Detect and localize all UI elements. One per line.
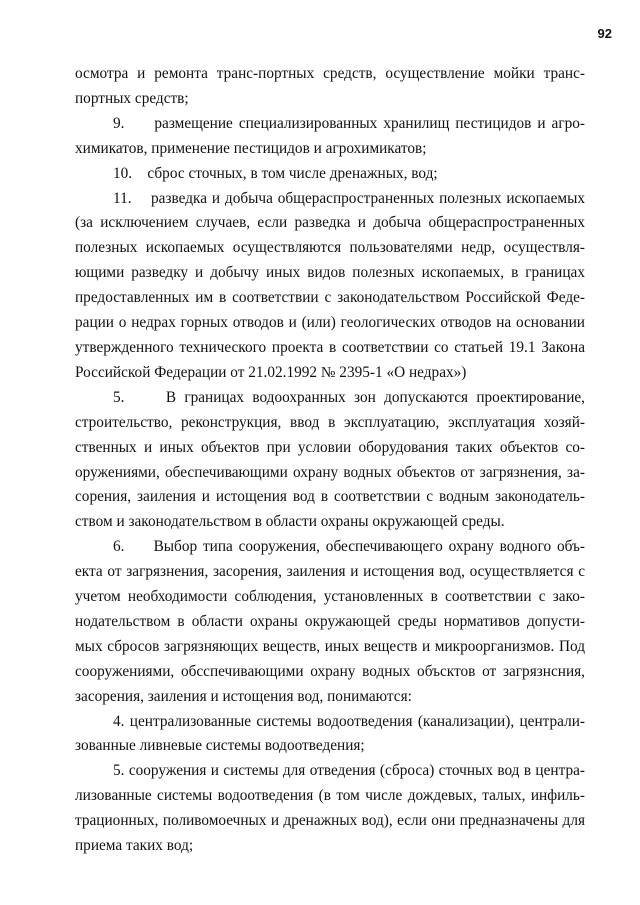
paragraph-clause-6: 6. Выбор типа сооружения, обеспечивающего охрану водного объ-екта от загрязнения, засорения, заиления и истощения вод, осуществляется с учетом необходимости соблюдения, установленных в соответствии с зако-нодательством в области охраны окружающей среды нормативов допусти-мых сбросов загрязняющих веществ, иных веществ и микроорганизмов. Под сооружениями, обсспечивающими охрану водных объсктов от загрязнсния, засорения, заиления и истощения вод, понимаются:	[75, 538, 585, 705]
paragraph-subitem-4: 4. централизованные системы водоотведения (канализации), централи-зованные ливневые системы водоотведения;	[75, 712, 585, 755]
paragraph-item-9: 9. размещение специализированных хранилищ пестицидов и агро-химикатов, применение пестицидов и агрохимикатов;	[75, 114, 585, 157]
paragraph-item-10: 10. сброс сточных, в том числе дренажных, вод;	[113, 164, 438, 182]
paragraph-continuation: осмотра и ремонта транс-портных средств, осуществление мойки транс-портных средств;	[75, 65, 585, 107]
paragraph-subitem-5: 5. сооружения и системы для отведения (сброса) сточных вод в центра-лизованные системы водоотведения (в том числе дождевых, талых, инфиль-трационных, поливомоечных и дренажных вод), если они предназначены для приема таких вод;	[75, 762, 585, 855]
document-body	[75, 62, 585, 859]
page-number: 92	[597, 26, 612, 41]
paragraph-item-11: 11. разведка и добыча общераспространенных полезных ископаемых (за исключением случаев, если разведка и добыча общераспространенных полезных ископаемых осуществляются пользователями недр, осуществля-ющими разведку и добычу иных видов полезных ископаемых, в границах предоставленных им в соответствии с законодательством Российской Феде-рации о недрах горных отводов и (или) геологических отводов на основании утвержденного технического проекта в соответствии со статьей 19.1 Закона Российской Федерации от 21.02.1992 № 2395-1 «О недрах»)	[75, 189, 585, 381]
paragraph-clause-5: 5. В границах водоохранных зон допускаются проектирование, строительство, реконструкция, ввод в эксплуатацию, эксплуатация хозяй-ственных и иных объектов при условии оборудования таких объектов со-оружениями, обеспечивающими охрану водных объектов от загрязнения, за-сорения, заиления и истощения вод в соответствии с водным законодатель-ством и законодательством в области охраны окружающей среды.	[75, 388, 585, 531]
